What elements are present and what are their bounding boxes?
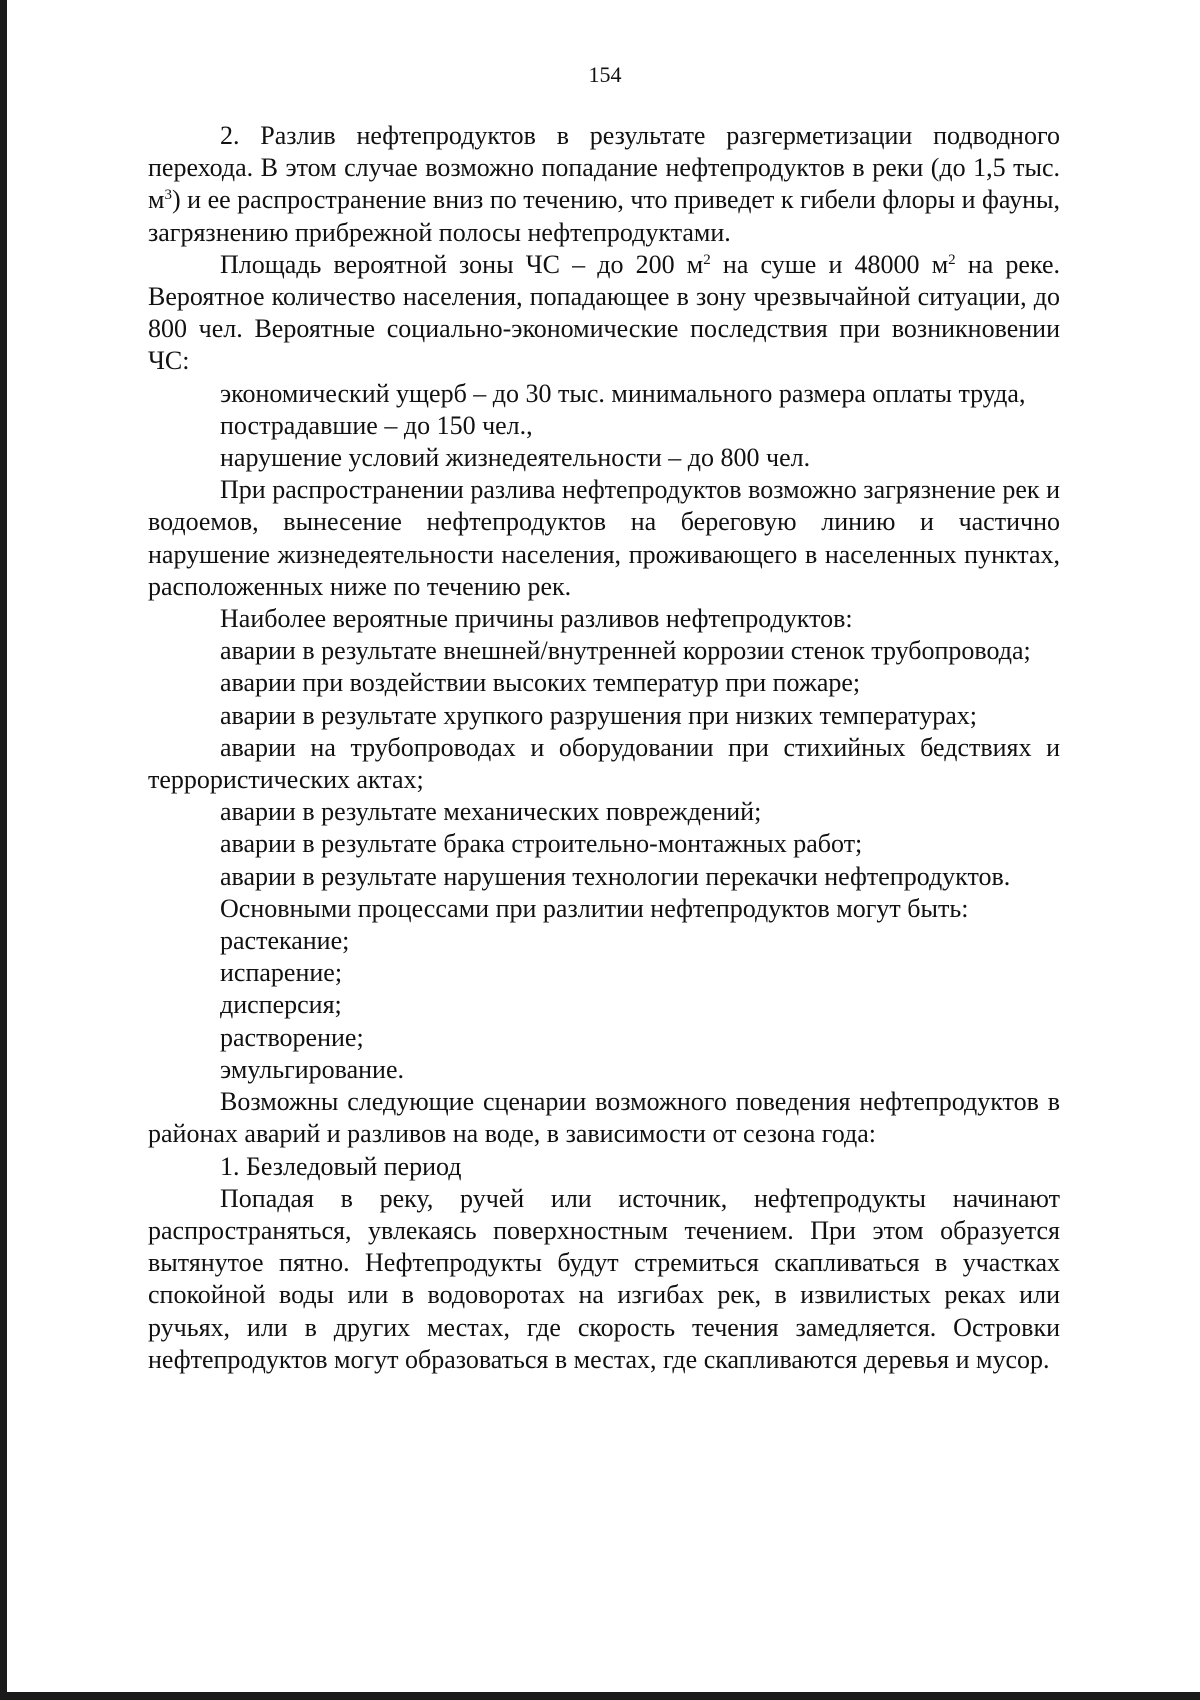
paragraph-7: Наиболее вероятные причины разливов нефтепродуктов: — [220, 604, 853, 634]
paragraph-22: 1. Безледовый период — [220, 1151, 462, 1181]
paragraph-16: растекание; — [220, 926, 350, 956]
scan-edge-left — [0, 0, 7, 1700]
paragraph-13: аварии в результате брака строительно-монтажных работ; — [220, 829, 863, 859]
scan-edge-bottom — [0, 1692, 1200, 1700]
unit-exponent: 2 — [948, 251, 956, 268]
paragraph-20: эмульгирование. — [220, 1054, 404, 1084]
paragraph-21: Возможны следующие сценарии возможного поведения нефтепродуктов в районах аварий и разливов на воде, в зависимости от сезона года: — [148, 1087, 1060, 1149]
unit-exponent: 3 — [164, 187, 172, 204]
paragraph-19: растворение; — [220, 1022, 364, 1052]
paragraph-18: дисперсия; — [220, 990, 342, 1020]
paragraph-9: аварии при воздействии высоких температур при пожаре; — [220, 668, 861, 698]
paragraph-11: аварии на трубопроводах и оборудовании при стихийных бедствиях и террористических актах; — [148, 732, 1060, 795]
paragraph-2: Площадь вероятной зоны ЧС – до 200 $м^2$ на суше и 48000 $м^2$ на реке. Вероятное количество населения, попадающее в зону чрезвычайной ситуации, до 800 чел. Вероятные социально-экономические последствия при возникновении ЧС: — [148, 249, 1060, 376]
paragraph-3: экономический ущерб – до 30 тыс. минимального размера оплаты труда, — [220, 378, 1026, 408]
paragraph-4: пострадавшие – до 150 чел., — [220, 410, 533, 440]
paragraph-6: При распространении разлива нефтепродуктов возможно загрязнение рек и водоемов, вынесение нефтепродуктов на береговую линию и частично нарушение жизнедеятельности населения, проживающего в населенных пунктах, расположенных ниже по течению рек. — [148, 475, 1060, 601]
paragraph-15: Основными процессами при разлитии нефтепродуктов могут быть: — [220, 893, 969, 923]
paragraph-10: аварии в результате хрупкого разрушения при низких температурах; — [220, 700, 977, 730]
paragraph-12: аварии в результате механических повреждений; — [220, 797, 762, 827]
paragraph-23: Попадая в реку, ручей или источник, нефтепродукты начинают распространяться, увлекаясь поверхностным течением. При этом образуется вытянутое пятно. Нефтепродукты будут стремиться скапливаться в участках спокойной воды или в водоворотах на изгибах рек, в извилистых реках или ручьях, или в других местах, где скорость течения замедляется. Островки нефтепродуктов могут образоваться в местах, где скапливаются деревья и мусор. — [148, 1183, 1060, 1374]
paragraph-14: аварии в результате нарушения технологии перекачки нефтепродуктов. — [220, 861, 1011, 891]
paragraph-8: аварии в результате внешней/внутренней коррозии стенок трубопровода; — [220, 636, 1031, 666]
page-number: 154 — [588, 62, 622, 87]
paragraph-5: нарушение условий жизнедеятельности – до 800 чел. — [220, 443, 811, 473]
paragraph-1: 2. Разлив нефтепродуктов в результате разгерметизации подводного перехода. В этом случае возможно попадание нефтепродуктов в реки (до 1,5 тыс. $м^3$) и ее распространение вниз по течению, что приведет к гибели флоры и фауны, загрязнению прибрежной полосы нефтепродуктами. — [148, 121, 1060, 247]
unit-exponent: 2 — [703, 251, 711, 268]
page-body — [148, 120, 1060, 1376]
paragraph-17: испарение; — [220, 958, 343, 988]
